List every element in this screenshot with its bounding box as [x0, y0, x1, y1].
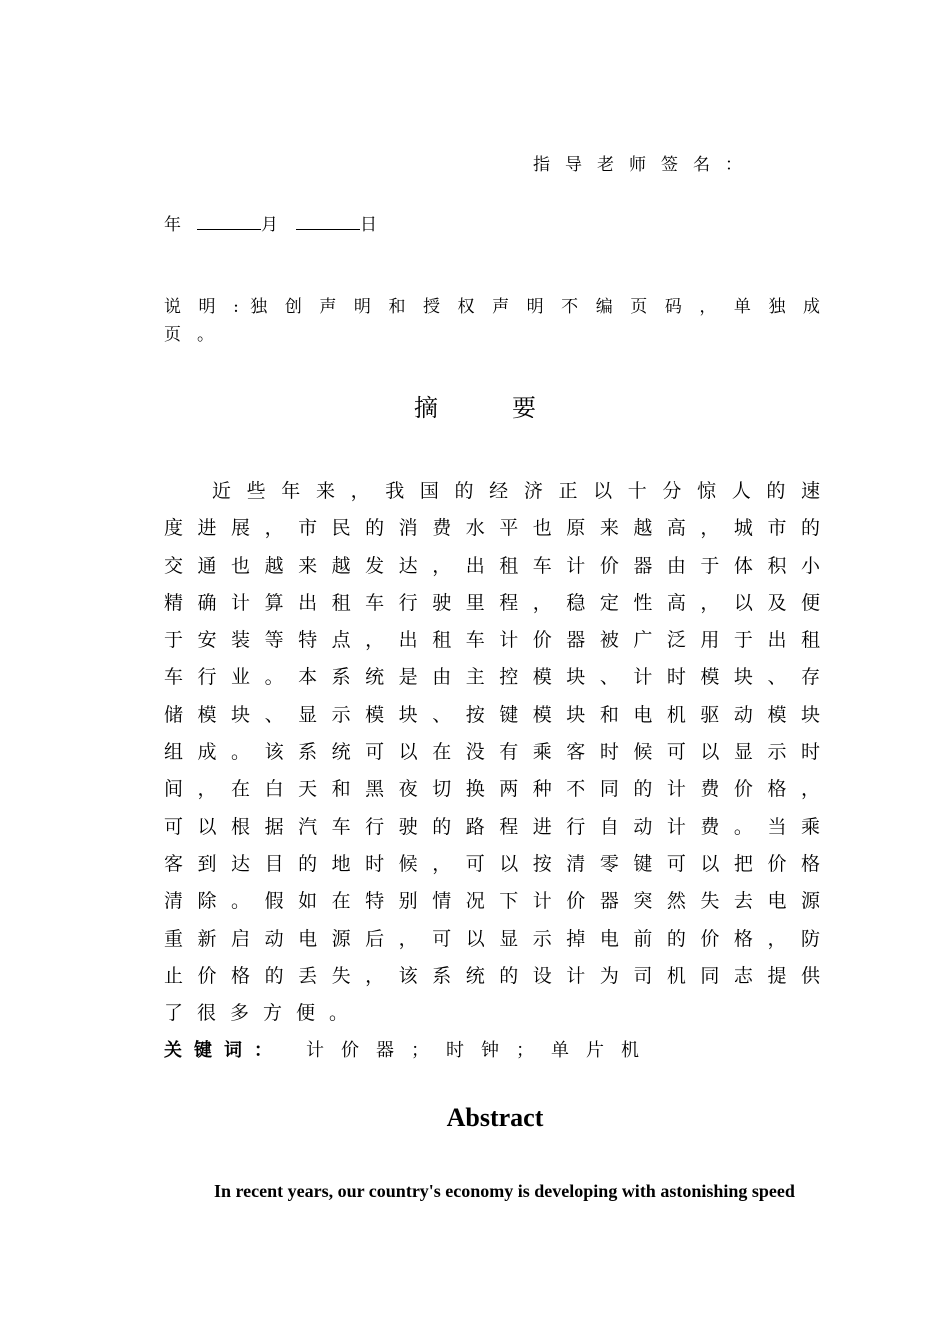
abstract-line: 可 以 根 据 汽 车 行 驶 的 路 程 进 行 自 动 计 费 。 当 乘: [164, 815, 820, 838]
month-blank: [197, 213, 261, 230]
note-line-1: 说 明 : 独 创 声 明 和 授 权 声 明 不 编 页 码 ， 单 独 成: [164, 297, 820, 317]
abstract-line: 近 些 年 来 ， 我 国 的 经 济 正 以 十 分 惊 人 的 速: [212, 480, 820, 502]
note-line-2: 页。: [164, 325, 230, 345]
abstract-zh-title: [0, 388, 950, 423]
keywords-line: [164, 1036, 656, 1062]
month-label: 月: [261, 215, 278, 235]
abstract-line: 间 ， 在 白 天 和 黑 夜 切 换 两 种 不 同 的 计 费 价 格 ，: [164, 778, 820, 801]
date-line: [164, 210, 377, 235]
keywords-label: 关键词：: [164, 1040, 284, 1061]
abstract-zh-title-left: 摘: [414, 394, 438, 422]
abstract-line: 了很多方便。: [164, 1002, 363, 1025]
abstract-line: 组 成 。 该 系 统 可 以 在 没 有 乘 客 时 候 可 以 显 示 时: [164, 741, 820, 764]
abstract-line: 重 新 启 动 电 源 后 ， 可 以 显 示 掉 电 前 的 价 格 ， 防: [164, 927, 820, 950]
abstract-line: 车 行 业 。 本 系 统 是 由 主 控 模 块 、 计 时 模 块 、 存: [164, 666, 820, 689]
advisor-signature-label: 指导老师签名：: [533, 155, 757, 175]
abstract-line: 精 确 计 算 出 租 车 行 驶 里 程 ， 稳 定 性 高 ， 以 及 便: [164, 591, 820, 614]
abstract-zh-body: [164, 478, 820, 1037]
abstract-line: 储 模 块 、 显 示 模 块 、 按 键 模 块 和 电 机 驱 动 模 块: [164, 703, 820, 726]
day-blank: [296, 213, 360, 230]
abstract-line: 交 通 也 越 来 越 发 达 ， 出 租 车 计 价 器 由 于 体 积 小: [164, 554, 820, 577]
abstract-zh-title-right: 要: [512, 394, 536, 422]
abstract-line: 度 进 展 ， 市 民 的 消 费 水 平 也 原 来 越 高 ， 城 市 的: [164, 517, 820, 540]
abstract-line: 于 安 装 等 特 点 ， 出 租 车 计 价 器 被 广 泛 用 于 出 租: [164, 629, 820, 652]
abstract-line: 止 价 格 的 丢 失 ， 该 系 统 的 设 计 为 司 机 同 志 提 供: [164, 964, 820, 987]
abstract-line: 清 除 。 假 如 在 特 别 情 况 下 计 价 器 突 然 失 去 电 源: [164, 890, 820, 913]
day-label: 日: [360, 215, 377, 235]
abstract-line: 客 到 达 目 的 地 时 候 ， 可 以 按 清 零 键 可 以 把 价 格: [164, 852, 820, 875]
year-label: 年: [164, 215, 181, 235]
keywords-values: 计价器；时钟；单片机: [306, 1040, 656, 1061]
abstract-en-title: Abstract: [446, 1103, 544, 1132]
abstract-en-first-line: In recent years, our country's economy is developing with astonishing speed: [214, 1181, 795, 1201]
